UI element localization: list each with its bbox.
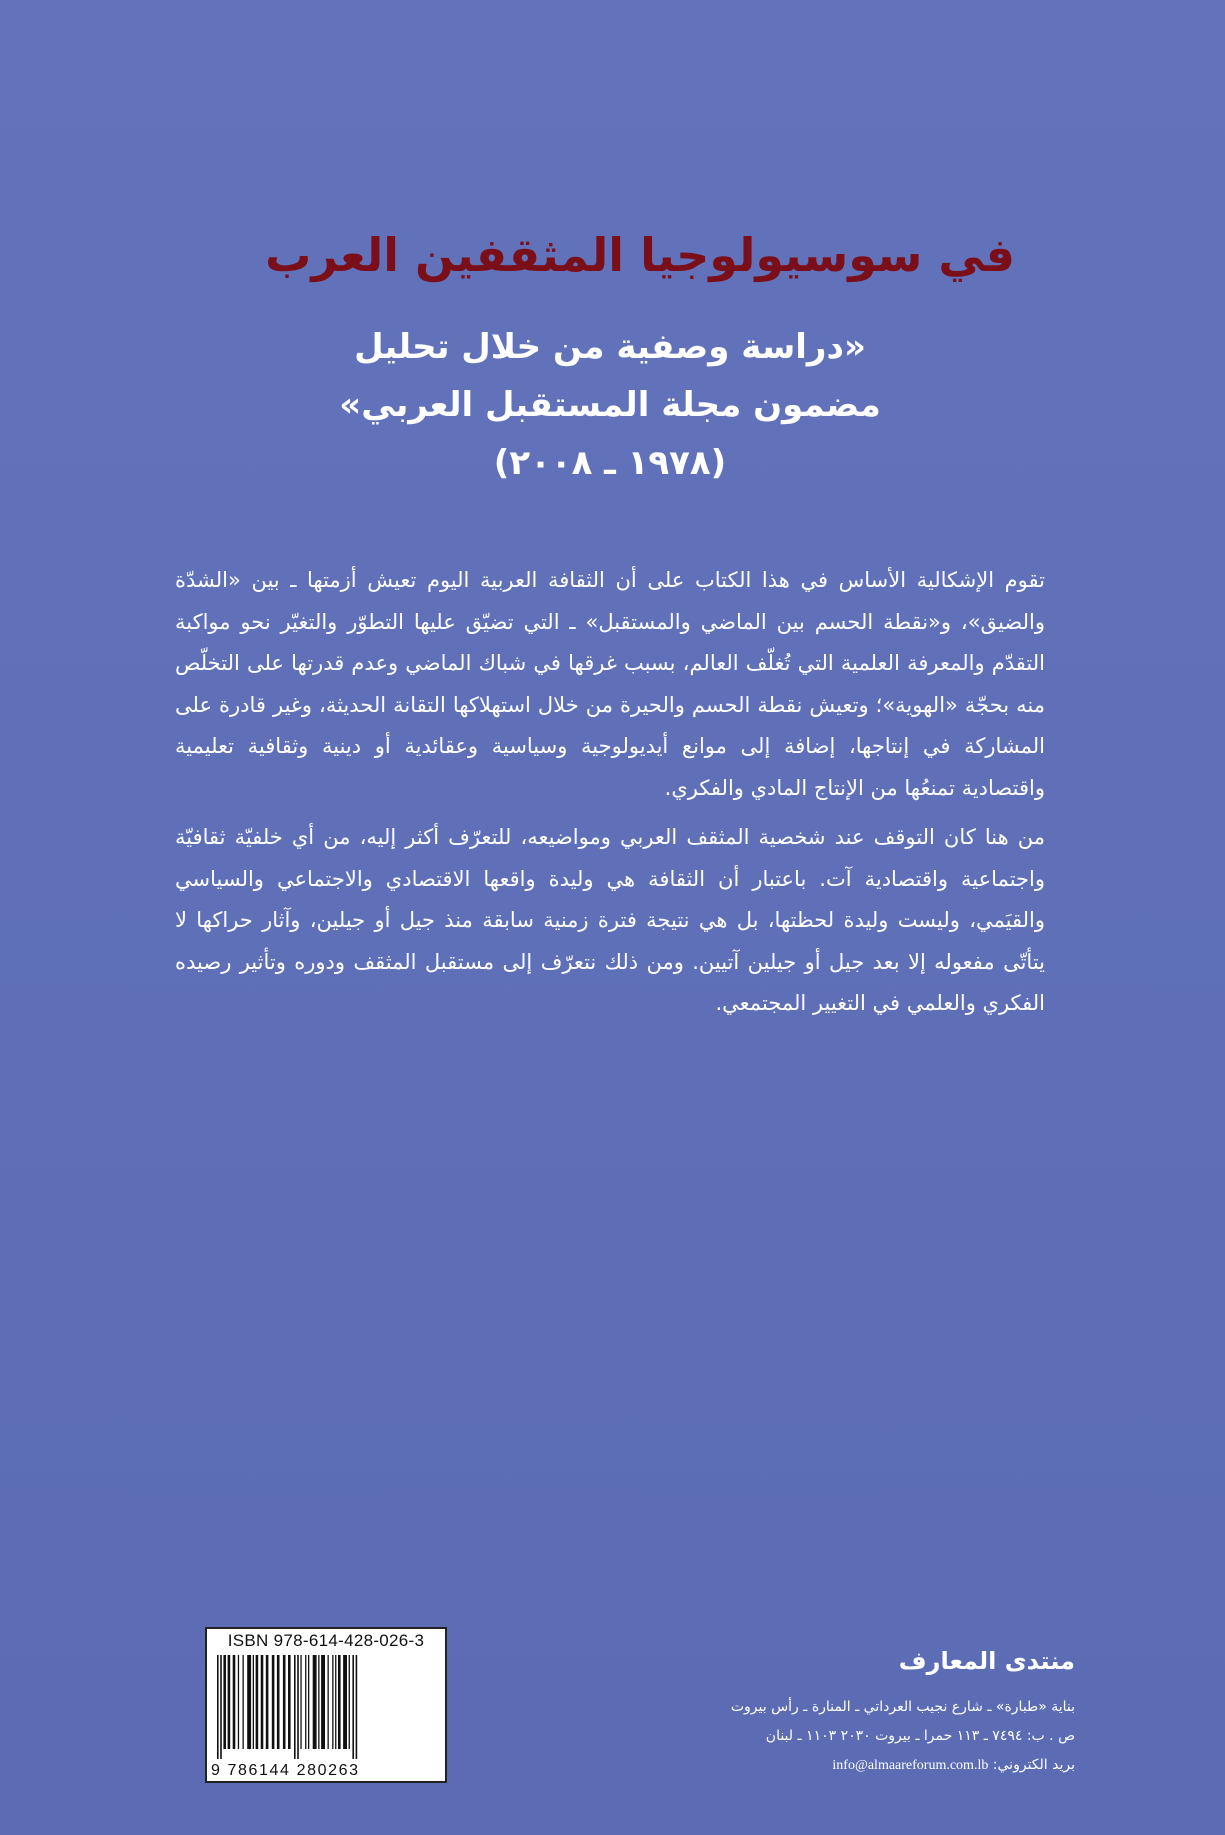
barcode-bar xyxy=(228,1655,231,1749)
barcode-bar xyxy=(343,1655,347,1749)
barcode-bar xyxy=(223,1655,226,1749)
barcode-bars xyxy=(215,1655,439,1759)
barcode-bar xyxy=(356,1655,358,1759)
isbn-barcode xyxy=(205,1627,447,1783)
barcode-bar xyxy=(297,1655,299,1759)
barcode-bar xyxy=(305,1655,306,1749)
blurb-paragraph-1: تقوم الإشكالية الأساس في هذا الكتاب على أن الثقافة العربية اليوم تعيش أزمتها ـ بين «الشدّة والضيق»، و«نقطة الحسم بين الماضي والمستقبل» ـ التي تضيّق عليها التطوّر والتغيّر نحو مواكبة التقدّم والمعرفة العلمية التي تُغلّف العالم، بسبب غرقها في شباك الماضي وعدم قدرتها على التخلّص منه بحجّة «الهوية»؛ وتعيش نقطة الحسم والحيرة من خلال استهلاكها التقانة الحديثة، وغير قادرة على المشاركة في إنتاجها، إضافة إلى موانع أيديولوجية وسياسية وعقائدية أو دينية وثقافية تعليمية واقتصادية تمنعُها من الإنتاج المادي والفكري. xyxy=(175,568,1045,800)
isbn-label: ISBN 978-614-428-026-3 xyxy=(227,1631,425,1650)
book-subtitle xyxy=(250,318,970,492)
barcode-bar xyxy=(277,1655,280,1749)
barcode-bar xyxy=(308,1655,309,1749)
publisher-email-row xyxy=(555,1751,1075,1780)
barcode-bar xyxy=(328,1655,329,1749)
isbn-digits: 9 786144 280263 xyxy=(211,1762,360,1779)
barcode-bar xyxy=(300,1655,301,1749)
barcode-bar xyxy=(318,1655,319,1749)
barcode-bar xyxy=(321,1655,325,1749)
barcode-bar xyxy=(266,1655,269,1749)
subtitle-line-2: مضمون مجلة المستقبل العربي» xyxy=(339,385,881,425)
barcode-bar xyxy=(233,1655,236,1749)
barcode-bar xyxy=(238,1655,239,1749)
barcode-bar xyxy=(332,1655,333,1749)
barcode-bar xyxy=(217,1655,219,1759)
blurb xyxy=(175,560,1045,1033)
barcode-bar xyxy=(243,1655,244,1749)
publisher-pobox: ص . ب: ٧٤٩٤ ـ ١١٣ حمرا ـ بيروت ٢٠٣٠ ١١٠٣ ـ لبنان xyxy=(765,1728,1075,1744)
barcode-bar xyxy=(256,1655,259,1749)
barcode-bar xyxy=(220,1655,222,1759)
barcode-bar xyxy=(288,1655,291,1749)
barcode-bar xyxy=(338,1655,341,1749)
barcode-bar xyxy=(283,1655,286,1749)
barcode-bar xyxy=(272,1655,275,1749)
publisher-email[interactable]: info@almaareforum.com.lb xyxy=(832,1758,989,1773)
subtitle-line-1: «دراسة وصفية من خلال تحليل xyxy=(354,327,866,367)
barcode-bar xyxy=(294,1655,296,1759)
barcode-bar xyxy=(335,1655,336,1749)
email-label: بريد الكتروني: xyxy=(992,1757,1075,1773)
barcode-bar xyxy=(352,1655,354,1759)
barcode-bar xyxy=(253,1655,254,1749)
subtitle-years: (١٩٧٨ ـ ٢٠٠٨) xyxy=(493,443,727,483)
barcode-bar xyxy=(261,1655,264,1749)
publisher-address: بناية «طبارة» ـ شارع نجيب العرداتي ـ المنارة ـ رأس بيروت xyxy=(730,1699,1075,1715)
publisher-info xyxy=(555,1647,1075,1780)
blurb-paragraph-2: من هنا كان التوقف عند شخصية المثقف العربي ومواضيعه، للتعرّف أكثر إليه، من أي خلفيّة ثقافيّة واجتماعية واقتصادية آت. باعتبار أن الثقافة هي وليدة واقعها الاقتصادي والاجتماعي والسياسي والقيَمي، وليست وليدة لحظتها، بل هي نتيجة فترة زمنية سابقة منذ جيل أو جيلين، وآثار حراكها لا يتأتّى مفعوله إلا بعد جيل أو جيلين آتيين. ومن ذلك نتعرّف إلى مستقبل المثقف ودوره وتأثير رصيده الفكري والعلمي في التغيير المجتمعي. xyxy=(175,825,1045,1015)
barcode-bar xyxy=(349,1655,350,1749)
barcode-bar xyxy=(247,1655,251,1749)
barcode-bar xyxy=(313,1655,317,1749)
book-title: في سوسيولوجيا المثقفين العرب xyxy=(265,228,1015,282)
publisher-name: منتدى المعارف xyxy=(898,1647,1075,1675)
